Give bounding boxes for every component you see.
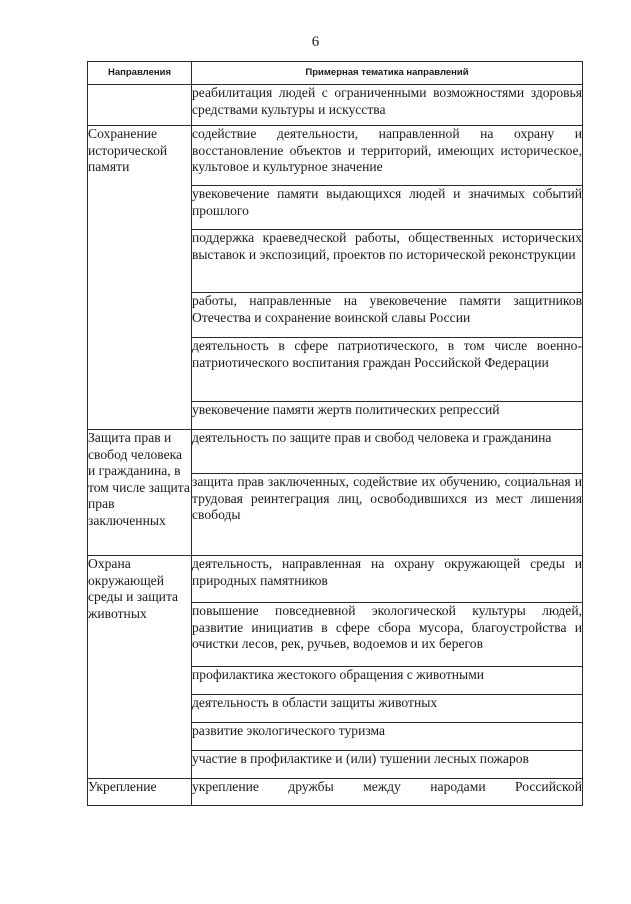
header-directions: Направления (88, 62, 192, 85)
topic-cell: деятельность в сфере патриотического, в том числе военно-патриотического воспитания граждан Российской Федерации (192, 338, 583, 402)
direction-cell: Защита прав и свобод человека и гражданина, в том числе защита прав заключенных (88, 430, 192, 556)
directions-table (87, 61, 583, 806)
topic-cell: увековечение памяти выдающихся людей и значимых событий прошлого (192, 186, 583, 230)
topic-cell: деятельность в области защиты животных (192, 695, 583, 723)
direction-cell: Охрана окружающей среды и защита животных (88, 556, 192, 779)
topic-cell: деятельность, направленная на охрану окружающей среды и природных памятников (192, 556, 583, 603)
header-topics: Примерная тематика направлений (192, 62, 583, 85)
table-row (88, 430, 583, 474)
topic-cell: увековечение памяти жертв политических репрессий (192, 402, 583, 430)
table-row (88, 556, 583, 603)
topic-cell: повышение повседневной экологической культуры людей, развитие инициатив в сфере сбора мусора, благоустройства и очистки лесов, рек, ручьев, водоемов и их берегов (192, 603, 583, 667)
page-number: 6 (311, 34, 320, 50)
direction-cell: Сохранение исторической памяти (88, 126, 192, 430)
topic-cell: участие в профилактике и (или) тушении лесных пожаров (192, 751, 583, 779)
topic-cell: защита прав заключенных, содействие их обучению, социальная и трудовая реинтеграция лиц, освободившихся из мест лишения свободы (192, 474, 583, 556)
table-row (88, 85, 583, 126)
topic-cell: деятельность по защите прав и свобод человека и гражданина (192, 430, 583, 474)
table-row (88, 126, 583, 186)
topic-cell: содействие деятельности, направленной на охрану и восстановление объектов и территорий, имеющих историческое, культовое и культурное значение (192, 126, 583, 186)
table-header-row (88, 62, 583, 85)
direction-cell (88, 85, 192, 126)
topic-cell: поддержка краеведческой работы, общественных исторических выставок и экспозиций, проектов по исторической реконструкции (192, 230, 583, 293)
topic-cell: развитие экологического туризма (192, 723, 583, 751)
topic-cell: работы, направленные на увековечение памяти защитников Отечества и сохранение воинской славы России (192, 293, 583, 338)
topic-cell: укрепление дружбы между народами Российской (192, 779, 583, 806)
topic-cell: реабилитация людей с ограниченными возможностями здоровья средствами культуры и искусства (192, 85, 583, 126)
table-row (88, 779, 583, 806)
topic-cell: профилактика жестокого обращения с животными (192, 667, 583, 695)
direction-cell: Укрепление (88, 779, 192, 806)
